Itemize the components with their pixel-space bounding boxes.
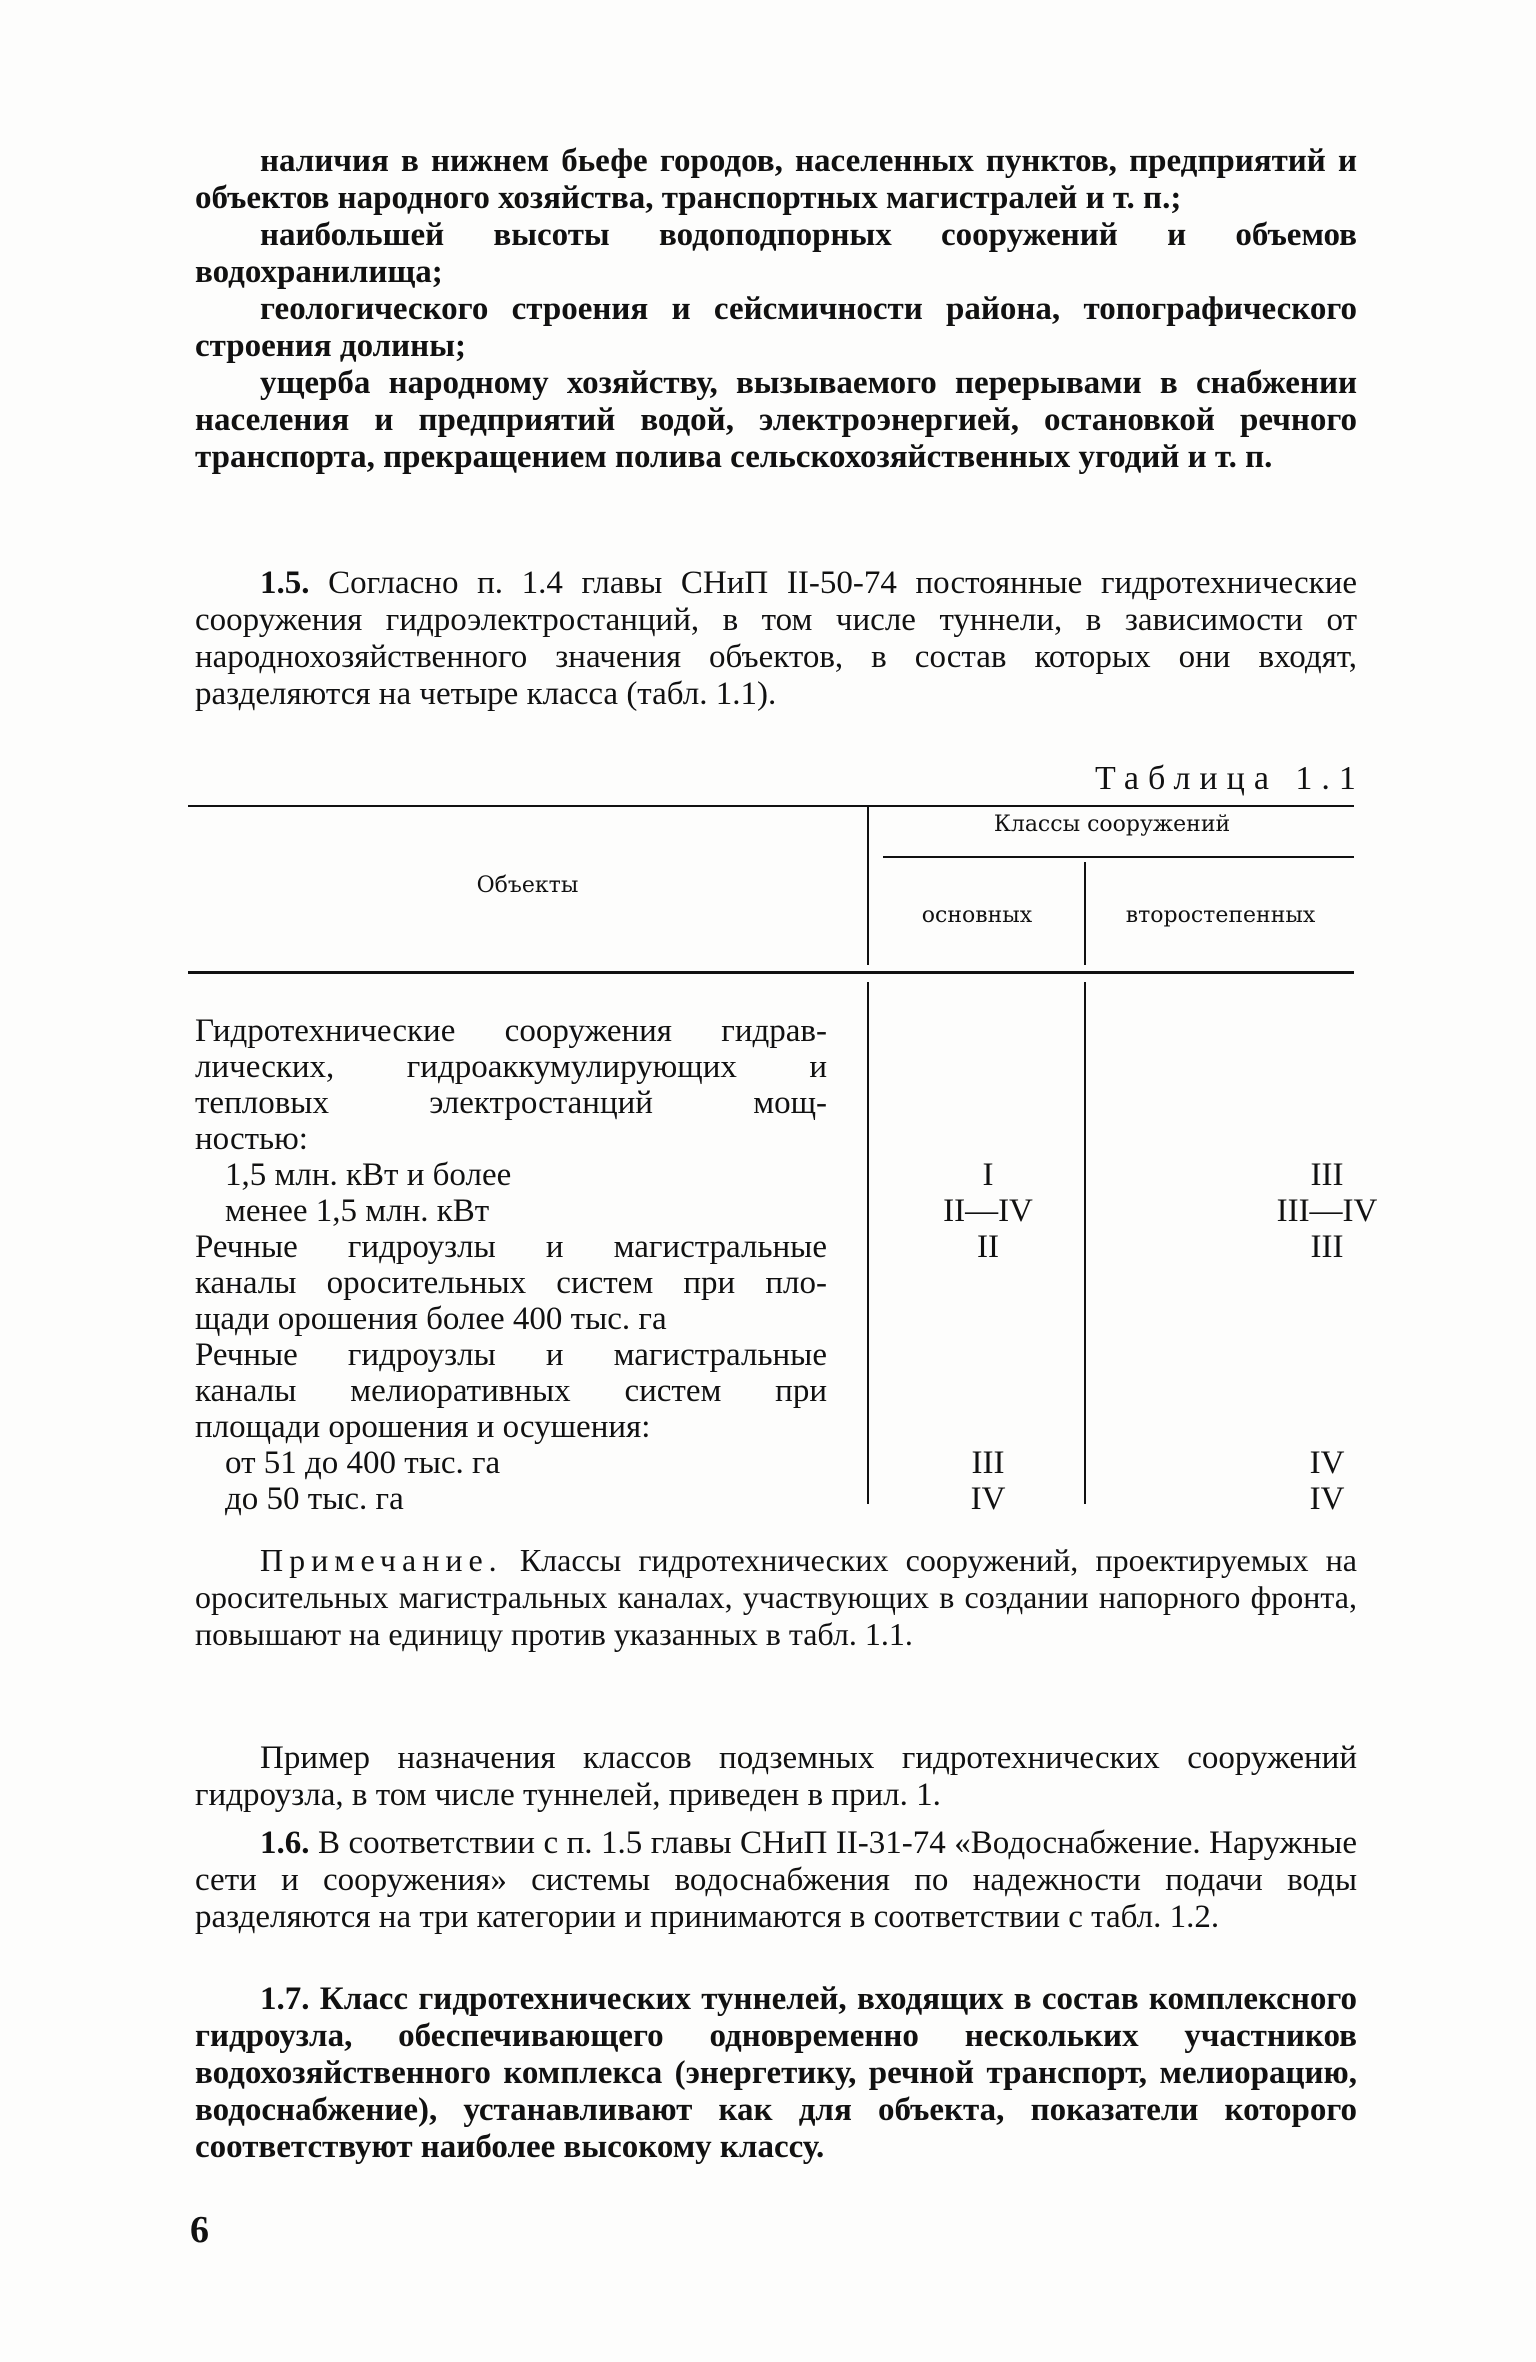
table-row xyxy=(195,1085,1357,1121)
object-cell: от 51 до 400 тыс. га xyxy=(225,1445,501,1481)
object-cell: менее 1,5 млн. кВт xyxy=(225,1193,490,1229)
example-block xyxy=(195,1740,1357,1814)
object-cell: до 50 тыс. га xyxy=(225,1481,404,1517)
example-paragraph: Пример назначения классов подземных гидротехнических сооружений гидроузла, в том числе туннелей, приведен в прил. 1. xyxy=(195,1740,1357,1813)
intro-paragraph: наличия в нижнем бьефе городов, населенных пунктов, предприятий и объектов народного хозяйства, транспортных магистралей и т. п.; xyxy=(195,143,1357,216)
table-header-bottom-rule xyxy=(188,971,1354,974)
table-row xyxy=(195,1049,1357,1085)
section-paragraph xyxy=(195,1825,1357,1936)
main-class-cell: III xyxy=(971,1445,1005,1481)
object-cell: каналы оросительных систем при пло- xyxy=(195,1265,827,1301)
intro-block xyxy=(195,143,1357,476)
table-row xyxy=(195,1481,1357,1517)
table-row xyxy=(195,1265,1357,1301)
section-text: Класс гидротехнических туннелей, входящих в состав комплексного гидроузла, обеспечивающего одновременно нескольких участников водохозяйственного комплекса (энергетику, речной транспорт, мелиорацию, водоснабжение), устанавливают как для объекта, показатели которого соответствуют наиболее высокому классу. xyxy=(195,1981,1358,2165)
note-text: Классы гидротехнических сооружений, проектируемых на оросительных магистральных каналах, участвующих в создании напорного фронта, повышают на единицу против указанных в табл. 1.1. xyxy=(195,1542,1358,1652)
header-main: основных xyxy=(921,903,1033,928)
section-1-6 xyxy=(195,1825,1357,1936)
intro-paragraph: наибольшей высоты водоподпорных сооружений и объемов водохранилища; xyxy=(195,217,1357,290)
main-class-cell: I xyxy=(982,1157,994,1193)
table-header-inner-rule xyxy=(883,856,1354,858)
section-paragraph xyxy=(195,1981,1357,2166)
note-label: Примечание. xyxy=(260,1542,503,1578)
page-number: 6 xyxy=(190,2209,209,2251)
section-text: В соответствии с п. 1.5 главы СНиП II-31-74 «Водоснабжение. Наружные сети и сооружения» системы водоснабжения по надежности подачи воды разделяются на три категории и принимаются в соответствии с табл. 1.2. xyxy=(195,1825,1357,1935)
section-number: 1.6. xyxy=(260,1825,310,1861)
table-row xyxy=(195,1337,1357,1373)
note-paragraph xyxy=(195,1542,1357,1653)
main-class-cell: IV xyxy=(970,1481,1006,1517)
intro-paragraph: геологического строения и сейсмичности района, топографического строения долины; xyxy=(195,291,1357,364)
table-row xyxy=(195,1409,1357,1445)
secondary-class-cell: IV xyxy=(1309,1481,1345,1517)
object-cell: лических, гидроаккумулирующих и xyxy=(195,1049,827,1085)
object-cell: Гидротехнические сооружения гидрав- xyxy=(195,1013,827,1049)
header-classes: Классы сооружений xyxy=(993,812,1231,837)
section-paragraph xyxy=(195,565,1357,713)
section-number: 1.7. xyxy=(260,1981,310,2017)
main-class-cell: II—IV xyxy=(943,1193,1033,1229)
table-row xyxy=(195,1157,1357,1193)
table-note xyxy=(195,1542,1357,1653)
table-vline xyxy=(867,805,869,965)
section-number: 1.5. xyxy=(260,565,310,601)
header-objects: Объекты xyxy=(476,873,579,898)
table-row xyxy=(195,1121,1357,1157)
object-cell: щади орошения более 400 тыс. га xyxy=(195,1301,667,1337)
object-cell: площади орошения и осушения: xyxy=(195,1409,651,1445)
secondary-class-cell: III—IV xyxy=(1276,1193,1378,1229)
section-1-5 xyxy=(195,565,1357,713)
table-row xyxy=(195,1013,1357,1049)
table-row xyxy=(195,1193,1378,1229)
object-cell: ностью: xyxy=(195,1121,308,1157)
table-top-rule xyxy=(188,805,1354,807)
object-cell: Речные гидроузлы и магистральные xyxy=(195,1229,827,1265)
section-1-7 xyxy=(195,1981,1357,2166)
table-caption: Таблица 1.1 xyxy=(1095,760,1365,797)
object-cell: 1,5 млн. кВт и более xyxy=(225,1157,512,1193)
secondary-class-cell: IV xyxy=(1309,1445,1345,1481)
table-row xyxy=(195,1445,1357,1481)
object-cell: каналы мелиоративных систем при xyxy=(195,1373,827,1409)
table-row xyxy=(195,1301,1357,1337)
table-row xyxy=(195,1229,1357,1265)
secondary-class-cell: III xyxy=(1310,1157,1344,1193)
header-secondary: второстепенных xyxy=(1125,903,1316,928)
secondary-class-cell: III xyxy=(1310,1229,1344,1265)
section-text: Согласно п. 1.4 главы СНиП II-50-74 постоянные гидротехнические сооружения гидроэлектростанций, в том числе туннели, в зависимости от народнохозяйственного значения объектов, в состав которых они входят, разделяются на четыре класса (табл. 1.1). xyxy=(195,565,1357,712)
object-cell: Речные гидроузлы и магистральные xyxy=(195,1337,827,1373)
table-row xyxy=(195,1373,1357,1409)
intro-paragraph: ущерба народному хозяйству, вызываемого перерывами в снабжении населения и предприятий водой, электроэнергией, остановкой речного транспорта, прекращением полива сельскохозяйственных угодий и т. п. xyxy=(195,365,1357,475)
main-class-cell: II xyxy=(977,1229,999,1265)
object-cell: тепловых электростанций мощ- xyxy=(195,1085,827,1121)
table-vline xyxy=(1084,862,1086,965)
